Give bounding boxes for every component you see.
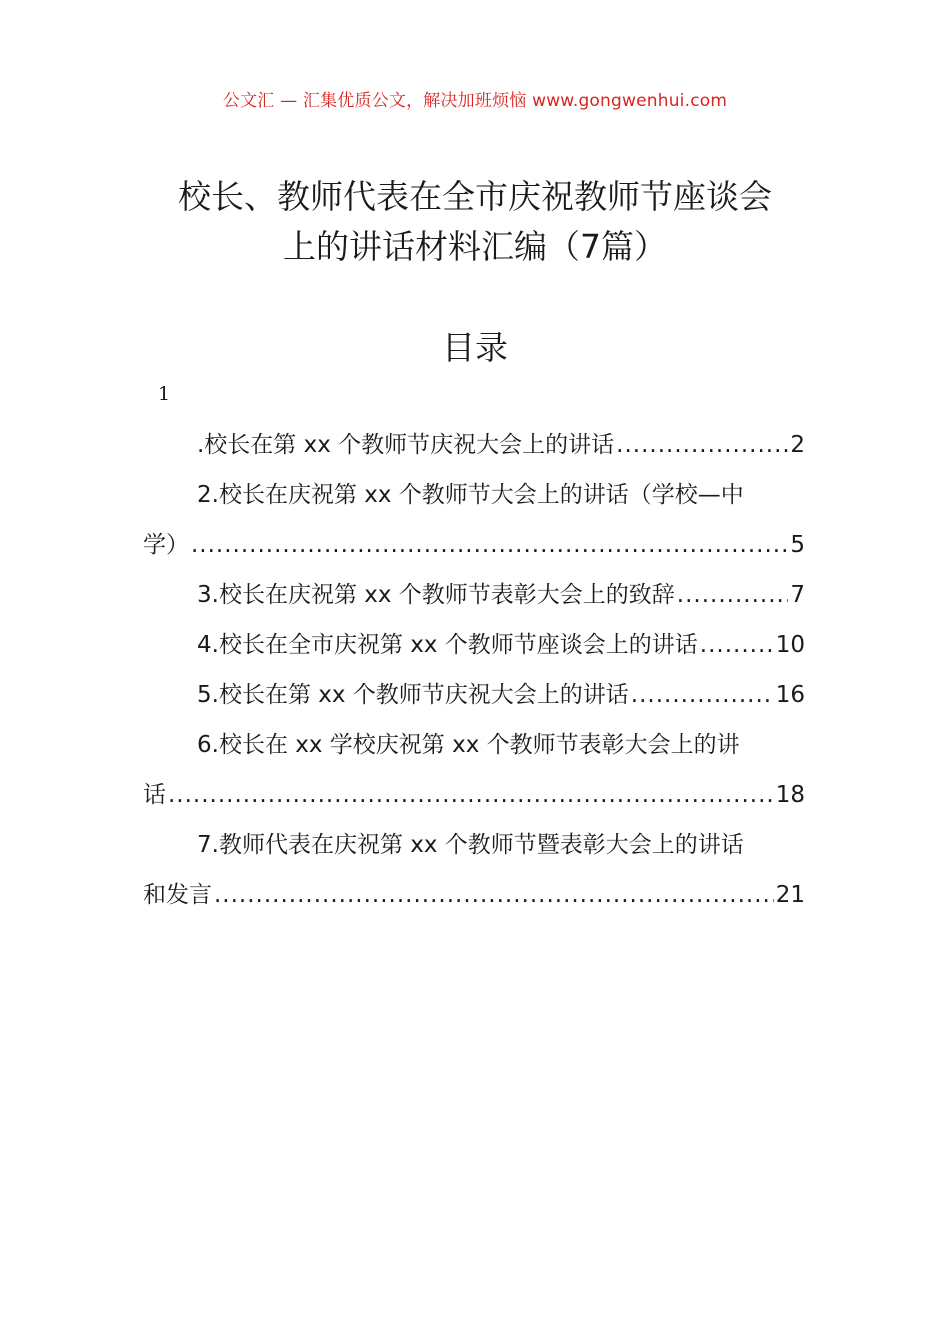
toc-entry-line	[143, 870, 805, 920]
toc-entry-text: 6.校长在 xx 学校庆祝第 xx 个教师节表彰大会上的讲	[197, 732, 740, 758]
toc-entry-line	[143, 770, 805, 820]
toc-entry-text: 和发言	[143, 882, 212, 908]
stray-page-number: 1	[158, 383, 171, 405]
document-title	[120, 172, 830, 272]
title-line-2: 上的讲话材料汇编（7篇）	[283, 227, 667, 266]
toc-entry[interactable]	[143, 420, 805, 470]
toc-entry-text: 2.校长在庆祝第 xx 个教师节大会上的讲话（学校—中	[197, 482, 744, 508]
toc-page-number: 16	[775, 682, 805, 708]
toc-entry-line	[143, 670, 805, 720]
toc-entry-line	[143, 520, 805, 570]
toc-page-number: 7	[790, 582, 805, 608]
toc-page-number: 21	[775, 882, 805, 908]
dot-leader	[677, 570, 789, 620]
toc-page-number: 5	[790, 532, 805, 558]
toc-heading: 目录	[442, 328, 508, 367]
title-line-1: 校长、教师代表在全市庆祝教师节座谈会	[178, 177, 772, 216]
toc-entry[interactable]	[143, 620, 805, 670]
site-banner: 公文汇 — 汇集优质公文，解决加班烦恼 www.gongwenhui.com	[222, 91, 728, 111]
toc-entry[interactable]	[143, 820, 805, 920]
toc-entry-text: 7.教师代表在庆祝第 xx 个教师节暨表彰大会上的讲话	[197, 832, 744, 858]
dot-leader	[631, 670, 774, 720]
toc-entry[interactable]	[143, 570, 805, 620]
toc-entry-text: 话	[143, 782, 166, 808]
toc-entry[interactable]	[143, 670, 805, 720]
dot-leader	[700, 620, 774, 670]
toc-entry-line	[143, 420, 805, 470]
toc-page-number: 2	[790, 432, 805, 458]
toc-entry[interactable]	[143, 470, 805, 570]
toc-entry-text: 3.校长在庆祝第 xx 个教师节表彰大会上的致辞	[197, 582, 675, 608]
dot-leader	[191, 520, 788, 570]
toc-entry-text: 学）	[143, 532, 189, 558]
toc-entry-line	[143, 720, 805, 770]
dot-leader	[616, 420, 788, 470]
toc-entry-line	[143, 620, 805, 670]
toc-entry-text: .校长在第 xx 个教师节庆祝大会上的讲话	[197, 432, 615, 458]
table-of-contents	[143, 420, 805, 920]
dot-leader	[168, 770, 774, 820]
toc-entry[interactable]	[143, 720, 805, 820]
toc-entry-text: 5.校长在第 xx 个教师节庆祝大会上的讲话	[197, 682, 629, 708]
toc-entry-line	[143, 470, 805, 520]
dot-leader	[214, 870, 774, 920]
toc-page-number: 18	[775, 782, 805, 808]
toc-entry-text: 4.校长在全市庆祝第 xx 个教师节座谈会上的讲话	[197, 632, 698, 658]
toc-page-number: 10	[775, 632, 805, 658]
toc-entry-line	[143, 820, 805, 870]
toc-entry-line	[143, 570, 805, 620]
